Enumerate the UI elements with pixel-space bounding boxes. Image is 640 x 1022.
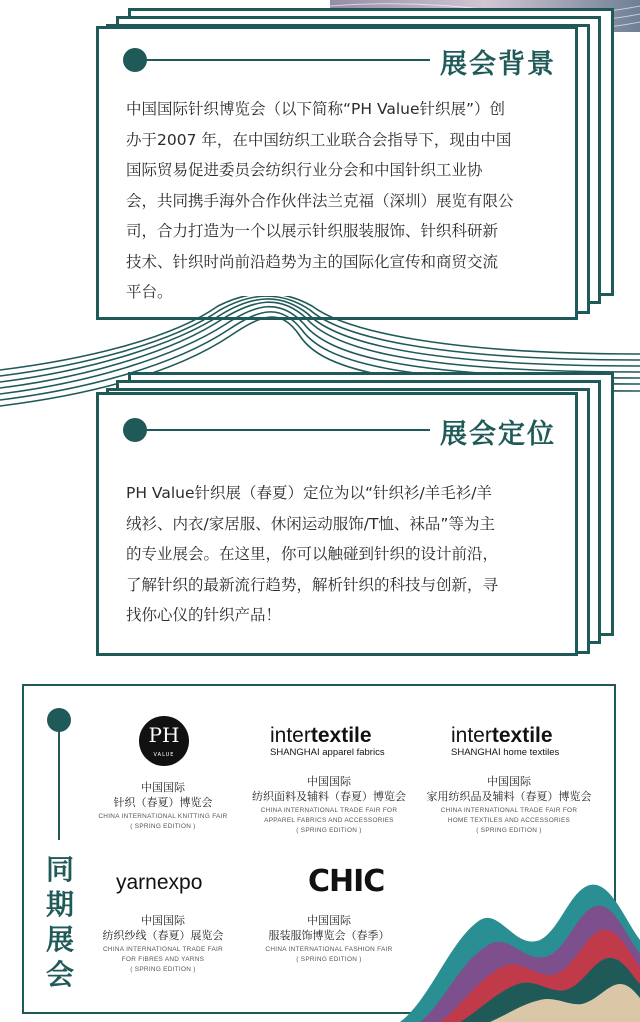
intertextile-home-logo: intertextile SHANGHAI home textiles (451, 724, 560, 758)
chic-logo: CHIC (308, 864, 385, 899)
intertextile-apparel-logo: intertextile SHANGHAI apparel fabrics (270, 724, 385, 758)
section-header-line (140, 59, 430, 61)
exhibition-fashion: 中国国际 服装服饰博览会（春季） CHINA INTERNATIONAL FASHION FAIR ( SPRING EDITION ) (265, 914, 393, 963)
exhibition-apparel-fabrics: 中国国际 纺织面料及辅料（春夏）博览会 CHINA INTERNATIONAL TRADE FAIR FOR APPAREL FABRICS AND ACCESSORIES ( SPRING EDITION ) (252, 775, 406, 834)
concurrent-title: 同 期 展 会 (45, 853, 74, 991)
yarnexpo-logo: yarnexpo (116, 871, 203, 894)
section-header-line (140, 429, 430, 431)
exhibition-yarns: 中国国际 纺织纱线（春夏）展览会 CHINA INTERNATIONAL TRADE FAIR FOR FIBRES AND YARNS ( SPRING EDITION ) (102, 914, 224, 973)
decorative-fabric-mountain (400, 880, 640, 1022)
positioning-title: 展会定位 (440, 419, 556, 450)
background-title: 展会背景 (440, 49, 556, 80)
positioning-paragraph: PH Value针织展（春夏）定位为以“针织衫/羊毛衫/羊 绒衫、内衣/家居服、休闲运动服饰/T恤、袜品”等为主 的专业展会。在这里，你可以触碰到针织的设计前沿， 了解针织的最新流行趋势，解析针织的科技与创新，寻 找你心仪的针织产品！ (126, 484, 499, 624)
exhibition-home-textiles: 中国国际 家用纺织品及辅料（春夏）博览会 CHINA INTERNATIONAL TRADE FAIR FOR HOME TEXTILES AND ACCESSORIES ( SPRING EDITION ) (426, 775, 592, 834)
vertical-line (58, 728, 60, 840)
ph-value-logo: PH VALUE (139, 716, 189, 766)
background-paragraph: 中国国际针织博览会（以下简称“PH Value针织展”）创 办于2007 年，在中国纺织工业联合会指导下，现由中国 国际贸易促进委员会纺织行业分会和中国针织工业协 会，共同携手海外合作伙伴法兰克福（深圳）展览有限公 司，合力打造为一个以展示针织服装服饰、针织科研新 技术、针织时尚前沿趋势为主的国际化宣传和商贸交流 平台。 (126, 100, 514, 301)
exhibition-knitting-fair: 中国国际 针织（春夏）博览会 CHINA INTERNATIONAL KNITTING FAIR ( SPRING EDITION ) (98, 781, 228, 830)
